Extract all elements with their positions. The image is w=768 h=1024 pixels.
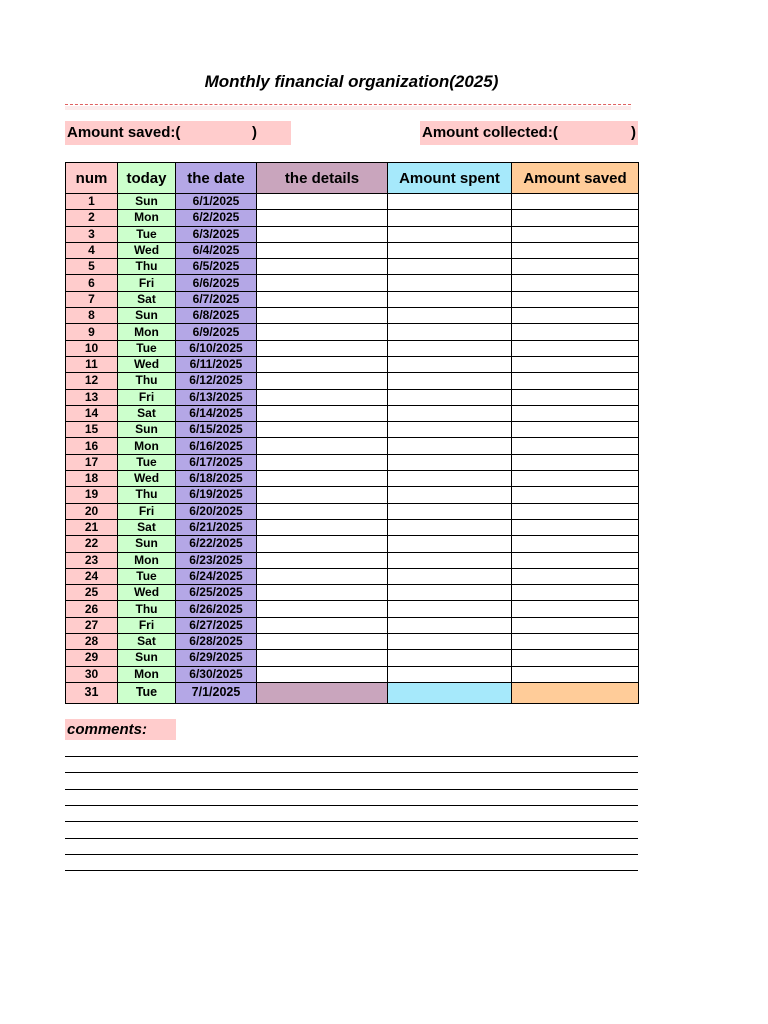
table-row — [66, 519, 639, 535]
row-amount-spent-cell[interactable] — [388, 242, 512, 258]
row-num-cell: 16 — [66, 438, 118, 454]
row-details-cell[interactable] — [257, 634, 388, 650]
row-date-cell: 6/28/2025 — [176, 634, 257, 650]
row-amount-saved-cell[interactable] — [512, 373, 639, 389]
row-amount-spent-cell[interactable] — [388, 194, 512, 210]
row-day-cell: Sat — [118, 519, 176, 535]
table-row — [66, 503, 639, 519]
table-row — [66, 454, 639, 470]
table-row — [66, 373, 639, 389]
row-amount-spent-cell[interactable] — [388, 487, 512, 503]
row-day-cell: Fri — [118, 275, 176, 291]
table-header-row — [66, 163, 639, 194]
table-row — [66, 487, 639, 503]
row-details-cell[interactable] — [257, 536, 388, 552]
row-amount-spent-cell[interactable] — [388, 308, 512, 324]
row-details-cell[interactable] — [257, 471, 388, 487]
row-num-cell: 17 — [66, 454, 118, 470]
row-day-cell: Sun — [118, 308, 176, 324]
header-amount-spent: Amount spent — [388, 163, 512, 194]
row-day-cell: Tue — [118, 568, 176, 584]
row-amount-spent-cell[interactable] — [388, 389, 512, 405]
table-row — [66, 438, 639, 454]
row-date-cell: 6/18/2025 — [176, 471, 257, 487]
row-amount-saved-cell[interactable] — [512, 438, 639, 454]
row-details-cell[interactable] — [257, 356, 388, 372]
row-day-cell: Tue — [118, 682, 176, 703]
title-divider — [65, 104, 631, 105]
row-num-cell: 6 — [66, 275, 118, 291]
row-date-cell: 6/13/2025 — [176, 389, 257, 405]
row-num-cell: 28 — [66, 634, 118, 650]
amount-saved-label: Amount saved:( — [67, 124, 181, 141]
row-details-cell[interactable] — [257, 585, 388, 601]
row-amount-spent-cell[interactable] — [388, 536, 512, 552]
row-date-cell: 6/27/2025 — [176, 617, 257, 633]
row-day-cell: Fri — [118, 389, 176, 405]
row-details-cell[interactable] — [257, 650, 388, 666]
comment-line[interactable] — [65, 854, 638, 855]
table-row — [66, 194, 639, 210]
row-num-cell: 24 — [66, 568, 118, 584]
row-amount-spent-cell[interactable] — [388, 617, 512, 633]
row-amount-spent-cell[interactable] — [388, 275, 512, 291]
row-amount-spent-cell[interactable] — [388, 226, 512, 242]
row-num-cell: 1 — [66, 194, 118, 210]
row-day-cell: Fri — [118, 617, 176, 633]
comments-label: comments: — [65, 719, 176, 740]
row-num-cell: 10 — [66, 340, 118, 356]
row-num-cell: 30 — [66, 666, 118, 682]
row-amount-spent-cell[interactable] — [388, 373, 512, 389]
row-date-cell: 6/29/2025 — [176, 650, 257, 666]
header-amount-saved: Amount saved — [512, 163, 639, 194]
row-amount-saved-cell[interactable] — [512, 324, 639, 340]
row-num-cell: 18 — [66, 471, 118, 487]
row-amount-saved-cell[interactable] — [512, 389, 639, 405]
table-row — [66, 422, 639, 438]
row-day-cell: Sat — [118, 405, 176, 421]
row-day-cell: Sun — [118, 650, 176, 666]
row-amount-spent-cell[interactable] — [388, 682, 512, 703]
row-num-cell: 14 — [66, 405, 118, 421]
row-amount-saved-cell[interactable] — [512, 536, 639, 552]
comment-line[interactable] — [65, 805, 638, 806]
table-row — [66, 650, 639, 666]
comment-line[interactable] — [65, 789, 638, 790]
row-details-cell[interactable] — [257, 552, 388, 568]
row-date-cell: 6/6/2025 — [176, 275, 257, 291]
row-amount-saved-cell[interactable] — [512, 666, 639, 682]
row-amount-saved-cell[interactable] — [512, 471, 639, 487]
row-details-cell[interactable] — [257, 373, 388, 389]
table-row — [66, 568, 639, 584]
row-date-cell: 6/21/2025 — [176, 519, 257, 535]
row-num-cell: 23 — [66, 552, 118, 568]
comment-line[interactable] — [65, 870, 638, 871]
row-num-cell: 13 — [66, 389, 118, 405]
comment-line[interactable] — [65, 772, 638, 773]
page-title: Monthly financial organization(2025) — [204, 72, 499, 91]
row-amount-spent-cell[interactable] — [388, 568, 512, 584]
table-row — [66, 356, 639, 372]
header-num: num — [66, 163, 118, 194]
row-details-cell[interactable] — [257, 210, 388, 226]
row-day-cell: Mon — [118, 552, 176, 568]
comment-line[interactable] — [65, 821, 638, 822]
row-details-cell[interactable] — [257, 194, 388, 210]
row-day-cell: Wed — [118, 585, 176, 601]
row-num-cell: 2 — [66, 210, 118, 226]
row-num-cell: 25 — [66, 585, 118, 601]
row-day-cell: Mon — [118, 210, 176, 226]
row-amount-spent-cell[interactable] — [388, 324, 512, 340]
row-day-cell: Thu — [118, 601, 176, 617]
row-day-cell: Sun — [118, 422, 176, 438]
row-day-cell: Tue — [118, 340, 176, 356]
table-row — [66, 308, 639, 324]
row-details-cell[interactable] — [257, 291, 388, 307]
row-amount-saved-cell[interactable] — [512, 585, 639, 601]
table-row — [66, 585, 639, 601]
row-date-cell: 6/19/2025 — [176, 487, 257, 503]
daily-expense-table — [65, 162, 639, 704]
row-amount-spent-cell[interactable] — [388, 259, 512, 275]
row-amount-saved-cell[interactable] — [512, 275, 639, 291]
row-num-cell: 19 — [66, 487, 118, 503]
table-row — [66, 242, 639, 258]
row-amount-spent-cell[interactable] — [388, 471, 512, 487]
table-row — [66, 259, 639, 275]
row-date-cell: 6/12/2025 — [176, 373, 257, 389]
row-amount-spent-cell[interactable] — [388, 405, 512, 421]
row-details-cell[interactable] — [257, 259, 388, 275]
row-day-cell: Thu — [118, 487, 176, 503]
row-num-cell: 29 — [66, 650, 118, 666]
row-amount-saved-cell[interactable] — [512, 356, 639, 372]
row-amount-saved-cell[interactable] — [512, 291, 639, 307]
row-amount-saved-cell[interactable] — [512, 422, 639, 438]
row-amount-spent-cell[interactable] — [388, 666, 512, 682]
row-num-cell: 5 — [66, 259, 118, 275]
row-num-cell: 8 — [66, 308, 118, 324]
table-row — [66, 389, 639, 405]
row-amount-saved-cell[interactable] — [512, 568, 639, 584]
row-amount-saved-cell[interactable] — [512, 308, 639, 324]
table-row — [66, 226, 639, 242]
row-day-cell: Mon — [118, 666, 176, 682]
amount-summary-band — [65, 121, 638, 145]
row-day-cell: Sun — [118, 194, 176, 210]
amount-collected-label: Amount collected:( — [422, 124, 558, 141]
amount-saved-close: ) — [252, 124, 257, 141]
row-amount-saved-cell[interactable] — [512, 226, 639, 242]
row-num-cell: 27 — [66, 617, 118, 633]
table-row — [66, 275, 639, 291]
row-day-cell: Sat — [118, 634, 176, 650]
table-row — [66, 405, 639, 421]
row-date-cell: 6/25/2025 — [176, 585, 257, 601]
header-today: today — [118, 163, 176, 194]
row-amount-saved-cell[interactable] — [512, 454, 639, 470]
row-details-cell[interactable] — [257, 422, 388, 438]
row-date-cell: 6/10/2025 — [176, 340, 257, 356]
table-row — [66, 340, 639, 356]
row-day-cell: Tue — [118, 226, 176, 242]
row-details-cell[interactable] — [257, 242, 388, 258]
row-date-cell: 6/8/2025 — [176, 308, 257, 324]
row-date-cell: 6/3/2025 — [176, 226, 257, 242]
row-amount-spent-cell[interactable] — [388, 438, 512, 454]
table-row — [66, 617, 639, 633]
row-amount-saved-cell[interactable] — [512, 601, 639, 617]
row-amount-saved-cell[interactable] — [512, 634, 639, 650]
row-amount-saved-cell[interactable] — [512, 210, 639, 226]
row-num-cell: 20 — [66, 503, 118, 519]
row-amount-spent-cell[interactable] — [388, 552, 512, 568]
table-row — [66, 324, 639, 340]
row-amount-saved-cell[interactable] — [512, 194, 639, 210]
row-details-cell[interactable] — [257, 519, 388, 535]
row-day-cell: Thu — [118, 259, 176, 275]
row-amount-saved-cell[interactable] — [512, 617, 639, 633]
row-amount-spent-cell[interactable] — [388, 585, 512, 601]
row-details-cell[interactable] — [257, 617, 388, 633]
row-date-cell: 6/1/2025 — [176, 194, 257, 210]
row-day-cell: Sat — [118, 291, 176, 307]
table-row — [66, 291, 639, 307]
row-amount-saved-cell[interactable] — [512, 487, 639, 503]
row-date-cell: 6/26/2025 — [176, 601, 257, 617]
row-amount-spent-cell[interactable] — [388, 454, 512, 470]
row-date-cell: 6/9/2025 — [176, 324, 257, 340]
row-details-cell[interactable] — [257, 503, 388, 519]
row-amount-saved-cell[interactable] — [512, 650, 639, 666]
row-amount-spent-cell[interactable] — [388, 601, 512, 617]
row-date-cell: 6/22/2025 — [176, 536, 257, 552]
comment-line[interactable] — [65, 756, 638, 757]
row-amount-saved-cell[interactable] — [512, 259, 639, 275]
row-date-cell: 6/17/2025 — [176, 454, 257, 470]
row-num-cell: 9 — [66, 324, 118, 340]
row-day-cell: Sun — [118, 536, 176, 552]
row-details-cell[interactable] — [257, 405, 388, 421]
row-amount-spent-cell[interactable] — [388, 422, 512, 438]
row-day-cell: Thu — [118, 373, 176, 389]
row-amount-saved-cell[interactable] — [512, 552, 639, 568]
amount-collected-close: ) — [631, 124, 636, 141]
row-num-cell: 22 — [66, 536, 118, 552]
row-amount-spent-cell[interactable] — [388, 210, 512, 226]
row-date-cell: 6/5/2025 — [176, 259, 257, 275]
row-num-cell: 7 — [66, 291, 118, 307]
row-num-cell: 3 — [66, 226, 118, 242]
title-divider-shade — [65, 106, 631, 110]
row-amount-saved-cell[interactable] — [512, 519, 639, 535]
row-day-cell: Fri — [118, 503, 176, 519]
row-amount-spent-cell[interactable] — [388, 340, 512, 356]
row-details-cell[interactable] — [257, 454, 388, 470]
row-date-cell: 6/23/2025 — [176, 552, 257, 568]
row-day-cell: Mon — [118, 324, 176, 340]
row-details-cell[interactable] — [257, 324, 388, 340]
row-date-cell: 6/15/2025 — [176, 422, 257, 438]
table-row — [66, 682, 639, 703]
row-date-cell: 6/16/2025 — [176, 438, 257, 454]
row-day-cell: Wed — [118, 471, 176, 487]
row-details-cell[interactable] — [257, 340, 388, 356]
header-details: the details — [257, 163, 388, 194]
row-details-cell[interactable] — [257, 308, 388, 324]
row-date-cell: 6/20/2025 — [176, 503, 257, 519]
row-amount-saved-cell[interactable] — [512, 405, 639, 421]
row-num-cell: 15 — [66, 422, 118, 438]
row-date-cell: 7/1/2025 — [176, 682, 257, 703]
row-amount-saved-cell[interactable] — [512, 682, 639, 703]
row-date-cell: 6/2/2025 — [176, 210, 257, 226]
row-details-cell[interactable] — [257, 389, 388, 405]
row-num-cell: 21 — [66, 519, 118, 535]
comment-line[interactable] — [65, 838, 638, 839]
row-details-cell[interactable] — [257, 666, 388, 682]
row-num-cell: 12 — [66, 373, 118, 389]
row-amount-saved-cell[interactable] — [512, 503, 639, 519]
row-amount-saved-cell[interactable] — [512, 340, 639, 356]
row-num-cell: 31 — [66, 682, 118, 703]
row-day-cell: Tue — [118, 454, 176, 470]
row-amount-spent-cell[interactable] — [388, 650, 512, 666]
row-day-cell: Wed — [118, 242, 176, 258]
table-row — [66, 634, 639, 650]
row-details-cell[interactable] — [257, 438, 388, 454]
row-day-cell: Mon — [118, 438, 176, 454]
row-details-cell[interactable] — [257, 275, 388, 291]
row-amount-spent-cell[interactable] — [388, 291, 512, 307]
table-row — [66, 552, 639, 568]
row-day-cell: Wed — [118, 356, 176, 372]
row-amount-spent-cell[interactable] — [388, 503, 512, 519]
row-num-cell: 11 — [66, 356, 118, 372]
table-row — [66, 471, 639, 487]
row-amount-spent-cell[interactable] — [388, 356, 512, 372]
row-details-cell[interactable] — [257, 487, 388, 503]
row-date-cell: 6/14/2025 — [176, 405, 257, 421]
table-row — [66, 601, 639, 617]
table-row — [66, 536, 639, 552]
row-amount-spent-cell[interactable] — [388, 519, 512, 535]
row-date-cell: 6/4/2025 — [176, 242, 257, 258]
row-amount-saved-cell[interactable] — [512, 242, 639, 258]
row-date-cell: 6/30/2025 — [176, 666, 257, 682]
row-date-cell: 6/7/2025 — [176, 291, 257, 307]
row-details-cell[interactable] — [257, 226, 388, 242]
header-date: the date — [176, 163, 257, 194]
row-details-cell[interactable] — [257, 682, 388, 703]
row-date-cell: 6/24/2025 — [176, 568, 257, 584]
row-details-cell[interactable] — [257, 601, 388, 617]
row-num-cell: 26 — [66, 601, 118, 617]
row-details-cell[interactable] — [257, 568, 388, 584]
table-row — [66, 666, 639, 682]
row-amount-spent-cell[interactable] — [388, 634, 512, 650]
row-num-cell: 4 — [66, 242, 118, 258]
table-row — [66, 210, 639, 226]
row-date-cell: 6/11/2025 — [176, 356, 257, 372]
